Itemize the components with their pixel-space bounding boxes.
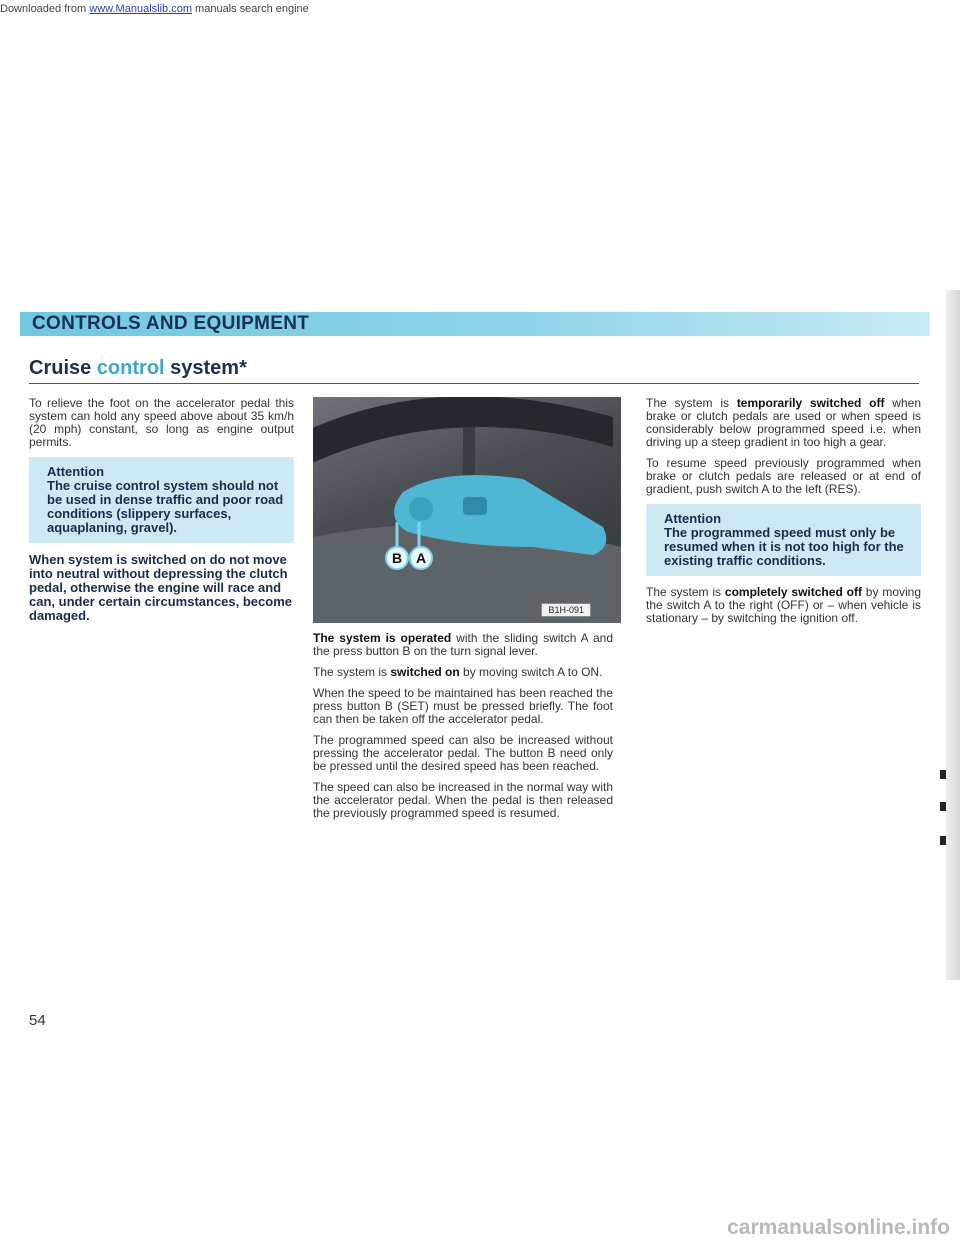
edge-tab-1 [940,770,946,779]
manualslib-link[interactable]: www.Manualslib.com [89,3,192,15]
accelerator-paragraph: The speed can also be increased in the normal way with the accelerator pedal. When the pedal is then released the previously programmed speed is resumed. [313,780,613,820]
attention-body-2: The programmed speed must only be resumed when it is not too high for the existing traffic conditions. [664,525,904,568]
attention-box-1 [29,457,294,543]
completely-off-bold: completely switched off [724,585,862,599]
section-title-part2: control [96,357,165,379]
edge-tab-3 [940,836,946,845]
callout-b-label: B [391,550,403,566]
download-banner [0,0,960,18]
lever-illustration [313,397,621,623]
chapter-header-band [20,312,930,336]
completely-off-rest: by moving the switch A to the right (OFF) or – when vehicle is stationary – by switching the ignition off. [646,585,922,625]
temporary-off-start: The system is [646,396,737,410]
chapter-title: CONTROLS AND EQUIPMENT [32,313,310,334]
attention-box-2 [646,504,921,576]
res-switch [463,497,487,515]
switch-on-start: The system is [313,665,391,679]
operation-paragraph [313,632,613,658]
set-speed-paragraph: When the speed to be maintained has been reached the press button B (SET) must be pressed briefly. The foot can then be taken off the accelerator pedal. [313,686,613,726]
banner-suffix: manuals search engine [195,3,309,15]
chapter-edge-tabs [936,290,960,980]
switch-on-rest: by moving switch A to ON. [459,665,603,679]
switch-on-bold: switched on [390,665,460,679]
banner-prefix: Downloaded from [0,3,87,15]
switch-on-paragraph [313,666,613,679]
column-middle [313,632,613,828]
intro-paragraph: To relieve the foot on the accelerator pedal this system can hold any speed above about 35 km/h (20 mph) constant, so long as engine output permits. [29,396,294,449]
edge-strip [946,290,960,980]
attention-body: The cruise control system should not be used in dense traffic and poor road conditions (slippery surfaces, aquaplaning, gravel). [47,478,284,535]
section-title [29,357,247,380]
attention-heading-2: Attention [664,511,722,526]
completely-off-start: The system is [646,585,725,599]
page-number: 54 [29,1012,46,1029]
turn-signal-lever-photo [313,397,621,623]
operation-rest: with the sliding switch A and the press button B on the turn signal lever. [313,631,613,658]
section-title-part3: system* [164,357,247,379]
temporary-off-bold: temporarily switched off [736,396,885,410]
column-left [29,397,294,631]
title-divider [29,383,919,384]
operation-bold: The system is operated [313,631,452,645]
attention-heading: Attention [47,464,105,479]
completely-off-paragraph [646,586,921,625]
edge-tab-2 [940,802,946,811]
increase-speed-paragraph: The programmed speed can also be increased without pressing the accelerator pedal. The button B need only be pressed until the desired speed has been reached. [313,733,613,773]
temporary-off-paragraph [646,397,921,449]
warning-paragraph: When system is switched on do not move into neutral without depressing the clutch pedal, otherwise the engine will race and can, under certain circumstances, become damaged. [29,552,292,623]
resume-paragraph: To resume speed previously programmed when brake or clutch pedals are released or at end of gradient, push switch A to the left (RES). [646,456,921,496]
column-right [646,397,921,633]
section-title-part1: Cruise [29,357,97,379]
temporary-off-rest: when brake or clutch pedals are used or when speed is considerably below programmed speed i.e. when driving up a steep gradient in too high a gear. [646,396,921,449]
watermark: carmanualsonline.info [727,1216,950,1239]
figure-code: B1H-091 [541,603,591,617]
callout-a-label: A [415,550,427,566]
set-button [409,497,433,521]
